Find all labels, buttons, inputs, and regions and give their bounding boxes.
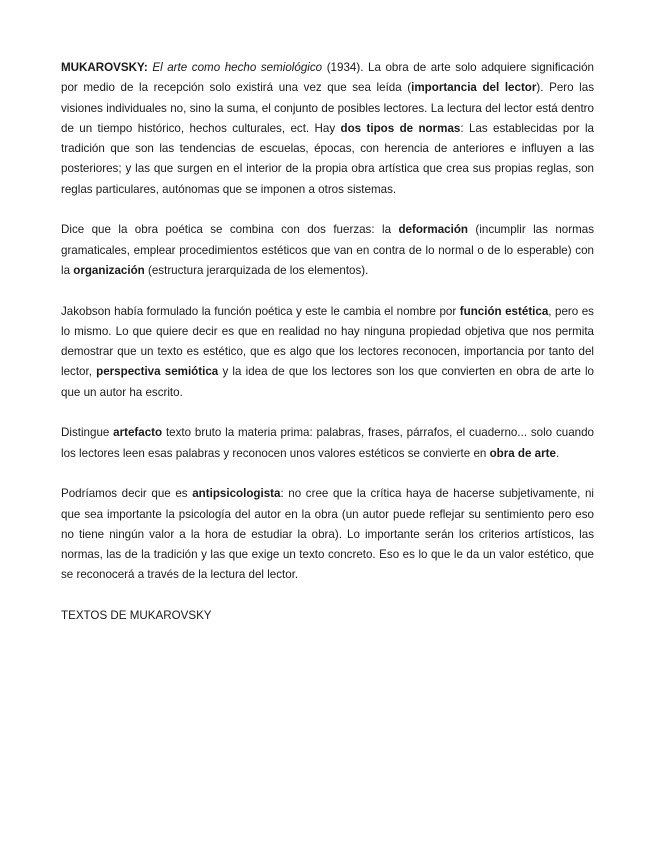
- emphasis-text: función estética: [459, 304, 549, 318]
- emphasis-text: antipsicologista: [192, 487, 281, 501]
- closing-heading: TEXTOS DE MUKAROVSKY: [61, 609, 212, 623]
- emphasis-text: obra de arte: [489, 446, 556, 460]
- paragraph-5: Podríamos decir que es antipsicologista: no cree que la crítica haya de hacerse subjetivamente, ni que sea importante la psicología del autor en la obra (un autor puede reflejar su sentimiento pero eso no tiene ningún valor a la hora de estudiar la obra). Lo importante serán los criterios artísticos, las normas, las de la tradición y las que exige un texto concreto. Eso es lo que le da un valor estético, que se reconocerá a través de la lectura del lector.: [61, 487, 594, 582]
- emphasis-text: dos tipos de normas: [340, 121, 461, 135]
- author-name: MUKAROVSKY:: [61, 61, 148, 74]
- work-title: El arte como hecho semiológico: [152, 61, 323, 74]
- emphasis-text: artefacto: [113, 426, 163, 440]
- document-page: [61, 58, 594, 626]
- paragraph-2: Dice que la obra poética se combina con dos fuerzas: la deformación (incumplir las normas gramaticales, emplear procedimientos estéticos que van en contra de lo normal o de lo esperable) con la organización (estructura jerarquizada de los elementos).: [61, 223, 594, 277]
- paragraph-1: MUKAROVSKY: El arte como hecho semiológico (1934). La obra de arte solo adquiere significación por medio de la recepción solo existirá una vez que sea leída (importancia del lector). Pero las visiones individuales no, sino la suma, el conjunto de posibles lectores. La lectura del lector está dentro de un tiempo histórico, hechos culturales, ect. Hay dos tipos de normas: Las establecidas por la tradición que son las tendencias de escuelas, épocas, con herencia de anteriores e influyen a las posteriores; y las que surgen en el interior de la propia obra artística que crea sus propias reglas, son reglas particulares, autónomas que se imponen a otros sistemas.: [61, 61, 595, 196]
- emphasis-text: organización: [73, 263, 145, 277]
- emphasis-text: deformación: [398, 223, 469, 237]
- emphasis-text: perspectiva semiótica: [96, 365, 219, 379]
- paragraph-3: Jakobson había formulado la función poética y este le cambia el nombre por función estética, pero es lo mismo. Lo que quiere decir es que en realidad no hay ninguna propiedad objetiva que nos permita demostrar que un texto es estético, que es algo que los lectores reconocen, importancia por tanto del lector, perspectiva semiótica y la idea de que los lectores son los que convierten en obra de arte lo que un autor ha escrito.: [61, 304, 595, 399]
- emphasis-text: importancia del lector: [411, 81, 537, 95]
- paragraph-4: Distingue artefacto texto bruto la materia prima: palabras, frases, párrafos, el cuaderno... solo cuando los lectores leen esas palabras y reconocen unos valores estéticos se convierte en obra de arte.: [61, 426, 594, 460]
